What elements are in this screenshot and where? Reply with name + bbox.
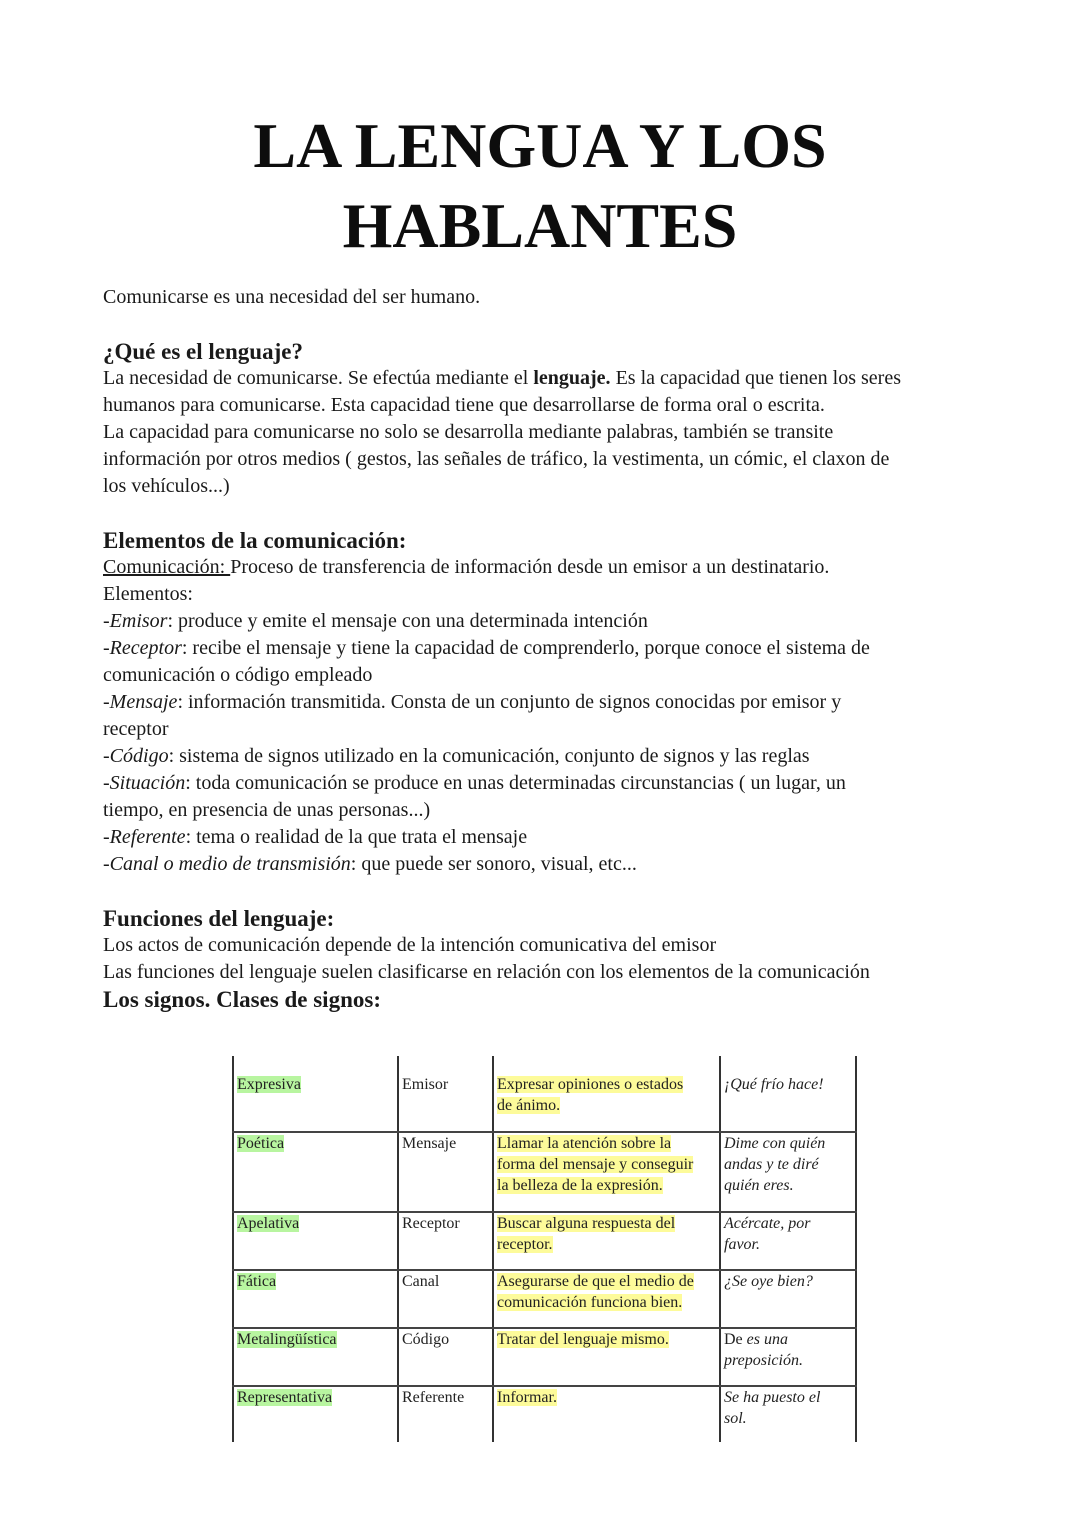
function-example: es una — [746, 1331, 788, 1348]
funciones-line-1: Los actos de comunicación depende de la intención comunicativa del emisor — [103, 934, 717, 956]
lenguaje-line-2: humanos para comunicarse. Esta capacidad tiene que desarrollarse de forma oral o escrita. — [103, 394, 825, 416]
function-element: Canal — [402, 1273, 440, 1290]
table-row — [233, 1074, 856, 1132]
lenguaje-line-5: los vehículos...) — [103, 475, 230, 497]
function-purpose: Tratar del lenguaje mismo. — [497, 1331, 669, 1348]
function-example: preposición. — [724, 1352, 803, 1369]
lenguaje-line-4: información por otros medios ( gestos, las señales de tráfico, la vestimenta, un cómic, el claxon de — [103, 448, 890, 470]
function-purpose: Asegurarse de que el medio de — [497, 1273, 694, 1290]
element-item-canal: -Canal o medio de transmisión: que puede ser sonoro, visual, etc... — [103, 853, 637, 875]
functions-table-wrapper — [232, 1056, 857, 1442]
function-example: sol. — [724, 1410, 747, 1427]
table-row — [233, 1386, 856, 1442]
lenguaje-line-3: La capacidad para comunicarse no solo se desarrolla mediante palabras, también se transite — [103, 421, 834, 443]
function-purpose: Expresar opiniones o estados — [497, 1076, 684, 1093]
table-row — [233, 1212, 856, 1270]
table-row — [233, 1328, 856, 1386]
element-item-situacion: -Situación: toda comunicación se produce en unas determinadas circunstancias ( un lugar, un — [103, 772, 846, 794]
function-name: Expresiva — [237, 1076, 301, 1093]
function-example: favor. — [724, 1236, 760, 1253]
section-heading-elementos: Elementos de la comunicación: — [103, 528, 407, 553]
function-example: Dime con quién — [724, 1135, 826, 1152]
element-item-receptor-cont: comunicación o código empleado — [103, 664, 373, 686]
body-text — [103, 284, 1003, 1013]
element-item-receptor: -Receptor: recibe el mensaje y tiene la capacidad de comprenderlo, porque conoce el sistema de — [103, 637, 870, 659]
function-example: andas y te diré — [724, 1156, 819, 1173]
title-line-1: LA LENGUA Y LOS — [253, 110, 827, 181]
function-element: Receptor — [402, 1215, 460, 1232]
function-purpose: Buscar alguna respuesta del — [497, 1215, 676, 1232]
lenguaje-line-1: La necesidad de comunicarse. Se efectúa mediante el lenguaje. Es la capacidad que tienen los seres — [103, 367, 902, 389]
element-item-emisor: -Emisor: produce y emite el mensaje con una determinada intención — [103, 610, 648, 632]
functions-table — [232, 1056, 857, 1442]
function-example: Se ha puesto el — [724, 1389, 821, 1406]
section-heading-lenguaje: ¿Qué es el lenguaje? — [103, 339, 303, 364]
function-element: Mensaje — [402, 1135, 457, 1152]
table-row — [233, 1132, 856, 1212]
function-element: Referente — [402, 1389, 465, 1406]
intro-paragraph: Comunicarse es una necesidad del ser humano. — [103, 286, 481, 308]
title-line-2: HABLANTES — [342, 190, 738, 261]
function-purpose: receptor. — [497, 1236, 553, 1253]
section-subheading-signos: Los signos. Clases de signos: — [103, 987, 381, 1012]
function-example: ¿Se oye bien? — [724, 1273, 813, 1290]
function-purpose: comunicación funciona bien. — [497, 1294, 683, 1311]
function-example-prefix: De — [724, 1331, 747, 1348]
element-item-mensaje-cont: receptor — [103, 718, 169, 740]
element-item-codigo: -Código: sistema de signos utilizado en la comunicación, conjunto de signos y las reglas — [103, 745, 810, 767]
function-name: Representativa — [237, 1389, 333, 1406]
element-item-referente: -Referente: tema o realidad de la que trata el mensaje — [103, 826, 528, 848]
elementos-label: Elementos: — [103, 583, 193, 605]
function-example: Acércate, por — [724, 1215, 811, 1232]
element-item-situacion-cont: tiempo, en presencia de unas personas...) — [103, 799, 431, 821]
function-element: Código — [402, 1331, 450, 1348]
function-purpose: la belleza de la expresión. — [497, 1177, 663, 1194]
function-name: Poética — [237, 1135, 285, 1152]
funciones-line-2: Las funciones del lenguaje suelen clasificarse en relación con los elementos de la comunicación — [103, 961, 870, 983]
function-purpose: Informar. — [497, 1389, 557, 1406]
function-example: ¡Qué frío hace! — [724, 1076, 824, 1093]
page-title — [0, 106, 1080, 266]
function-purpose: Llamar la atención sobre la — [497, 1135, 672, 1152]
element-item-mensaje: -Mensaje: información transmitida. Consta de un conjunto de signos conocidas por emisor y — [103, 691, 842, 713]
function-example: quién eres. — [724, 1177, 794, 1194]
function-purpose: de ánimo. — [497, 1097, 561, 1114]
function-element: Emisor — [402, 1076, 449, 1093]
function-name: Fática — [237, 1273, 277, 1290]
function-purpose: forma del mensaje y conseguir — [497, 1156, 694, 1173]
function-name: Apelativa — [237, 1215, 300, 1232]
function-name: Metalingüística — [237, 1331, 337, 1348]
comunicacion-definition: Comunicación: Proceso de transferencia de información desde un emisor a un destinatario. — [103, 556, 830, 578]
table-row — [233, 1270, 856, 1328]
section-heading-funciones: Funciones del lenguaje: — [103, 906, 335, 931]
